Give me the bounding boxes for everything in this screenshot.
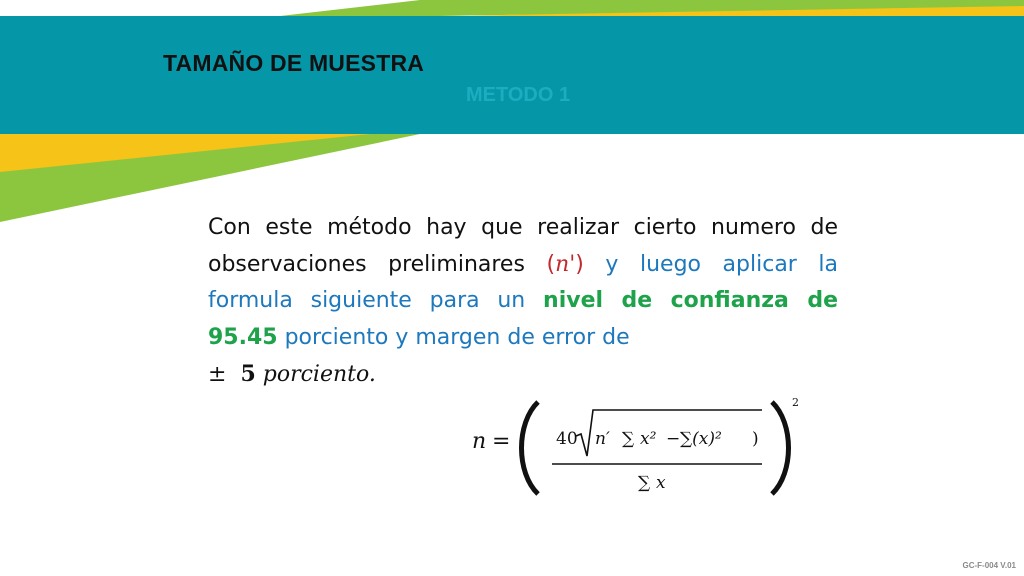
body-paragraph — [208, 210, 838, 394]
formula-minus: − — [666, 429, 681, 449]
footer-code: GC-F-004 V.01 — [962, 561, 1016, 570]
slide-subtitle: METODO 1 — [466, 84, 571, 106]
header-bar — [0, 16, 1024, 134]
formula-x-squared: x² — [640, 429, 657, 449]
formula-denominator-x: x — [656, 473, 666, 493]
body-text-formula-intro: y luego aplicar la formula siguiente para un — [208, 251, 838, 313]
formula-n-prime: n′ — [595, 429, 610, 449]
percent-word: porciento — [262, 362, 369, 387]
formula-equals: = — [492, 429, 511, 454]
formula-right-paren — [772, 402, 789, 494]
formula-lhs-n: n — [472, 429, 487, 454]
formula-constant: 40 — [556, 429, 578, 449]
error-value: 5 — [240, 361, 256, 387]
plus-minus-symbol: ± — [208, 362, 227, 387]
n-prime-symbol: n' — [555, 251, 576, 277]
formula-close-paren: ) — [752, 429, 759, 449]
period: . — [368, 362, 376, 387]
n-prime-paren-close: ) — [575, 251, 584, 277]
body-text-error-margin: porciento y margen de error de — [277, 324, 630, 350]
body-text-intro: Con este método hay que realizar cierto numero de observaciones preliminares — [208, 215, 838, 277]
slide-title: TAMAÑO DE MUESTRA — [163, 50, 425, 76]
formula-sum-1: ∑ — [622, 429, 635, 449]
formula-sum-x-squared: ∑(x)² — [680, 429, 722, 449]
confidence-level-text: nivel de confianza de 95.45 — [208, 288, 839, 350]
formula-denominator-sum: ∑ — [638, 473, 651, 493]
n-prime-paren-open: ( — [524, 251, 556, 277]
sample-size-formula — [466, 388, 806, 498]
formula-exponent: 2 — [792, 396, 799, 409]
formula-left-paren — [522, 402, 539, 494]
